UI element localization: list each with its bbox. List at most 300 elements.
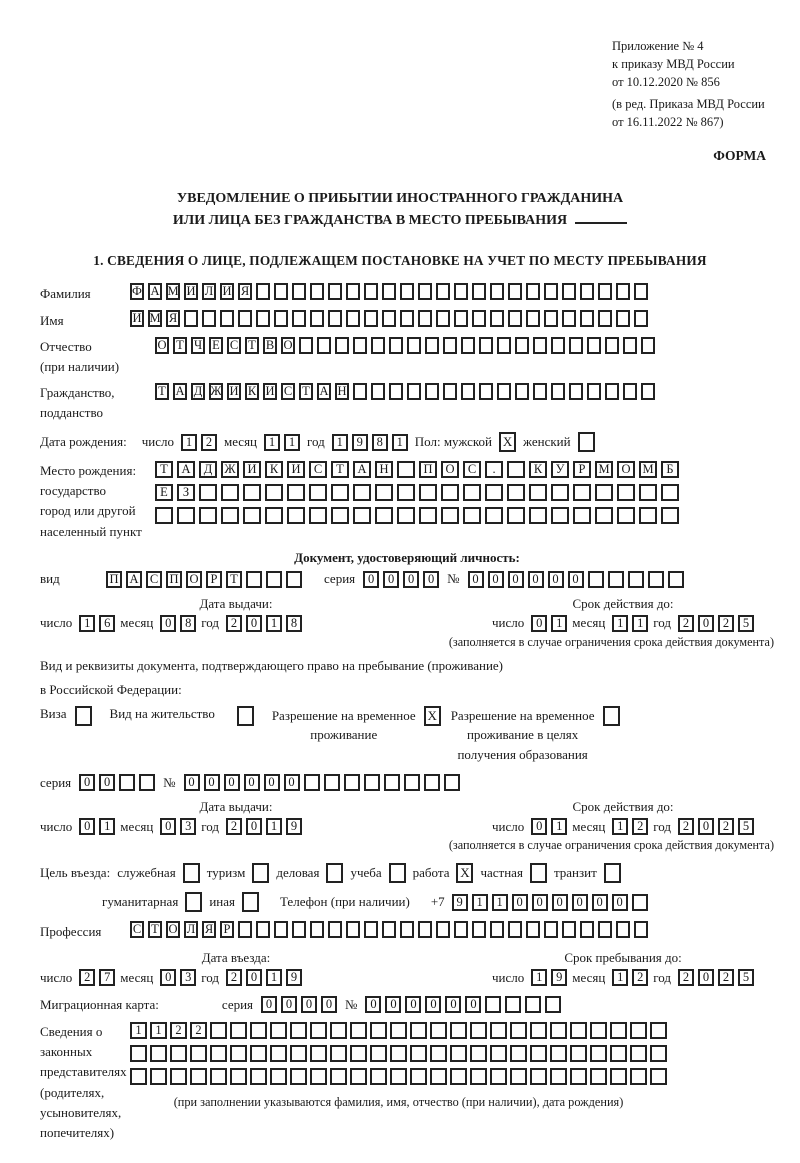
char-cell[interactable]: [508, 283, 522, 300]
char-cell[interactable]: [490, 310, 504, 327]
char-cell[interactable]: [497, 337, 511, 354]
char-cell[interactable]: [330, 1045, 347, 1062]
char-cell[interactable]: И: [130, 310, 144, 327]
char-cell[interactable]: Я: [238, 283, 252, 300]
char-cell[interactable]: 0: [281, 996, 297, 1013]
char-cell[interactable]: [274, 310, 288, 327]
char-cell[interactable]: [472, 921, 486, 938]
char-cell[interactable]: 0: [321, 996, 337, 1013]
char-cell[interactable]: [454, 921, 468, 938]
char-cell[interactable]: Т: [226, 571, 242, 588]
char-cell[interactable]: И: [243, 461, 261, 478]
char-cell[interactable]: [256, 921, 270, 938]
char-cell[interactable]: 1: [266, 818, 282, 835]
char-cell[interactable]: [634, 310, 648, 327]
char-cell[interactable]: 0: [552, 894, 568, 911]
char-cell[interactable]: [454, 310, 468, 327]
char-cell[interactable]: [425, 383, 439, 400]
char-cell[interactable]: П: [106, 571, 122, 588]
char-cell[interactable]: С: [227, 337, 241, 354]
char-cell[interactable]: Р: [206, 571, 222, 588]
char-cell[interactable]: [210, 1068, 227, 1085]
char-cell[interactable]: 0: [612, 894, 628, 911]
char-cell[interactable]: И: [184, 283, 198, 300]
char-cell[interactable]: [570, 1045, 587, 1062]
char-cell[interactable]: О: [186, 571, 202, 588]
char-cell[interactable]: Л: [184, 921, 198, 938]
char-cell[interactable]: Р: [220, 921, 234, 938]
char-cell[interactable]: Ж: [221, 461, 239, 478]
purpose-transit-checkbox[interactable]: [604, 863, 621, 883]
char-cell[interactable]: 0: [531, 818, 547, 835]
char-cell[interactable]: [450, 1022, 467, 1039]
char-cell[interactable]: [450, 1045, 467, 1062]
char-cell[interactable]: [526, 921, 540, 938]
purpose-other-checkbox[interactable]: [242, 892, 259, 912]
char-cell[interactable]: 0: [532, 894, 548, 911]
char-cell[interactable]: 9: [352, 434, 368, 451]
char-cell[interactable]: [221, 507, 239, 524]
char-cell[interactable]: 2: [718, 615, 734, 632]
char-cell[interactable]: О: [441, 461, 459, 478]
char-cell[interactable]: [443, 337, 457, 354]
char-cell[interactable]: [551, 484, 569, 501]
char-cell[interactable]: М: [149, 310, 161, 325]
char-cell[interactable]: [310, 921, 324, 938]
char-cell[interactable]: Т: [155, 461, 173, 478]
residence-permit-checkbox[interactable]: [237, 706, 254, 726]
char-cell[interactable]: [454, 283, 468, 300]
char-cell[interactable]: 0: [365, 996, 381, 1013]
char-cell[interactable]: [573, 484, 591, 501]
char-cell[interactable]: [569, 383, 583, 400]
char-cell[interactable]: [199, 484, 217, 501]
char-cell[interactable]: 0: [468, 571, 484, 588]
char-cell[interactable]: [199, 507, 217, 524]
char-cell[interactable]: А: [317, 383, 331, 400]
purpose-business-checkbox[interactable]: [326, 863, 343, 883]
char-cell[interactable]: [632, 894, 648, 911]
char-cell[interactable]: Т: [331, 461, 349, 478]
char-cell[interactable]: Н: [335, 383, 349, 400]
char-cell[interactable]: И: [227, 383, 241, 400]
char-cell[interactable]: [190, 1045, 207, 1062]
char-cell[interactable]: [580, 283, 594, 300]
char-cell[interactable]: [419, 507, 437, 524]
char-cell[interactable]: В: [263, 337, 277, 354]
char-cell[interactable]: 5: [738, 615, 754, 632]
char-cell[interactable]: У: [551, 461, 569, 478]
char-cell[interactable]: [353, 383, 367, 400]
char-cell[interactable]: [330, 1068, 347, 1085]
char-cell[interactable]: П: [166, 571, 182, 588]
char-cell[interactable]: [590, 1068, 607, 1085]
char-cell[interactable]: 1: [150, 1022, 167, 1039]
char-cell[interactable]: [170, 1045, 187, 1062]
char-cell[interactable]: [634, 283, 648, 300]
char-cell[interactable]: 0: [572, 894, 588, 911]
char-cell[interactable]: [382, 921, 396, 938]
char-cell[interactable]: [490, 921, 504, 938]
char-cell[interactable]: С: [463, 461, 481, 478]
char-cell[interactable]: [364, 921, 378, 938]
char-cell[interactable]: [310, 1045, 327, 1062]
char-cell[interactable]: [550, 1068, 567, 1085]
char-cell[interactable]: [533, 337, 547, 354]
char-cell[interactable]: 0: [246, 969, 262, 986]
char-cell[interactable]: [364, 774, 380, 791]
char-cell[interactable]: [470, 1068, 487, 1085]
char-cell[interactable]: [287, 484, 305, 501]
char-cell[interactable]: 1: [99, 818, 115, 835]
char-cell[interactable]: 1: [492, 894, 508, 911]
char-cell[interactable]: [530, 1068, 547, 1085]
char-cell[interactable]: [346, 921, 360, 938]
char-cell[interactable]: [404, 774, 420, 791]
char-cell[interactable]: [407, 383, 421, 400]
char-cell[interactable]: 0: [465, 996, 481, 1013]
char-cell[interactable]: [510, 1022, 527, 1039]
char-cell[interactable]: [292, 283, 306, 300]
char-cell[interactable]: 2: [718, 969, 734, 986]
purpose-tourism-checkbox[interactable]: [252, 863, 269, 883]
char-cell[interactable]: [526, 310, 540, 327]
char-cell[interactable]: [230, 1022, 247, 1039]
char-cell[interactable]: [507, 484, 525, 501]
char-cell[interactable]: [310, 283, 324, 300]
char-cell[interactable]: [400, 283, 414, 300]
char-cell[interactable]: [551, 507, 569, 524]
char-cell[interactable]: [370, 1068, 387, 1085]
char-cell[interactable]: 0: [512, 894, 528, 911]
char-cell[interactable]: [590, 1045, 607, 1062]
char-cell[interactable]: [370, 1045, 387, 1062]
char-cell[interactable]: И: [220, 283, 234, 300]
char-cell[interactable]: [375, 507, 393, 524]
char-cell[interactable]: [533, 383, 547, 400]
char-cell[interactable]: 1: [551, 818, 567, 835]
char-cell[interactable]: [364, 283, 378, 300]
char-cell[interactable]: 0: [445, 996, 461, 1013]
char-cell[interactable]: [639, 507, 657, 524]
char-cell[interactable]: [463, 507, 481, 524]
char-cell[interactable]: [202, 310, 216, 327]
char-cell[interactable]: О: [155, 337, 169, 354]
char-cell[interactable]: [292, 310, 306, 327]
char-cell[interactable]: Е: [209, 337, 223, 354]
char-cell[interactable]: 0: [160, 969, 176, 986]
char-cell[interactable]: [580, 921, 594, 938]
char-cell[interactable]: 1: [264, 434, 280, 451]
char-cell[interactable]: [650, 1022, 667, 1039]
char-cell[interactable]: [190, 1068, 207, 1085]
char-cell[interactable]: 0: [301, 996, 317, 1013]
char-cell[interactable]: [630, 1045, 647, 1062]
char-cell[interactable]: [550, 1045, 567, 1062]
char-cell[interactable]: [444, 774, 460, 791]
char-cell[interactable]: 1: [284, 434, 300, 451]
char-cell[interactable]: [390, 1022, 407, 1039]
char-cell[interactable]: [375, 484, 393, 501]
char-cell[interactable]: М: [639, 461, 657, 478]
char-cell[interactable]: [184, 310, 198, 327]
char-cell[interactable]: [485, 484, 503, 501]
char-cell[interactable]: [221, 484, 239, 501]
char-cell[interactable]: [400, 921, 414, 938]
purpose-private-checkbox[interactable]: [530, 863, 547, 883]
char-cell[interactable]: [371, 337, 385, 354]
char-cell[interactable]: [410, 1068, 427, 1085]
char-cell[interactable]: [384, 774, 400, 791]
char-cell[interactable]: Т: [245, 337, 259, 354]
char-cell[interactable]: 1: [266, 969, 282, 986]
char-cell[interactable]: [472, 283, 486, 300]
char-cell[interactable]: [397, 484, 415, 501]
char-cell[interactable]: [270, 1045, 287, 1062]
char-cell[interactable]: Т: [299, 383, 313, 400]
char-cell[interactable]: [485, 507, 503, 524]
char-cell[interactable]: [353, 337, 367, 354]
char-cell[interactable]: [310, 1022, 327, 1039]
char-cell[interactable]: [515, 337, 529, 354]
char-cell[interactable]: [529, 484, 547, 501]
purpose-official-checkbox[interactable]: [183, 863, 200, 883]
char-cell[interactable]: 0: [403, 571, 419, 588]
char-cell[interactable]: 0: [99, 774, 115, 791]
char-cell[interactable]: 2: [201, 434, 217, 451]
char-cell[interactable]: [443, 383, 457, 400]
char-cell[interactable]: [650, 1068, 667, 1085]
char-cell[interactable]: [346, 283, 360, 300]
char-cell[interactable]: 9: [286, 969, 302, 986]
char-cell[interactable]: [550, 1022, 567, 1039]
char-cell[interactable]: 0: [385, 996, 401, 1013]
char-cell[interactable]: [400, 310, 414, 327]
char-cell[interactable]: [299, 337, 313, 354]
char-cell[interactable]: [210, 1022, 227, 1039]
char-cell[interactable]: О: [617, 461, 635, 478]
char-cell[interactable]: [330, 1022, 347, 1039]
char-cell[interactable]: 0: [698, 615, 714, 632]
char-cell[interactable]: Т: [173, 337, 187, 354]
char-cell[interactable]: [331, 484, 349, 501]
purpose-study-checkbox[interactable]: [389, 863, 406, 883]
char-cell[interactable]: К: [265, 461, 283, 478]
char-cell[interactable]: [508, 310, 522, 327]
char-cell[interactable]: [317, 337, 331, 354]
char-cell[interactable]: [397, 507, 415, 524]
char-cell[interactable]: 1: [612, 818, 628, 835]
char-cell[interactable]: [623, 337, 637, 354]
char-cell[interactable]: 1: [266, 615, 282, 632]
char-cell[interactable]: 2: [79, 969, 95, 986]
char-cell[interactable]: А: [177, 461, 195, 478]
char-cell[interactable]: [623, 383, 637, 400]
char-cell[interactable]: 1: [332, 434, 348, 451]
char-cell[interactable]: 5: [738, 969, 754, 986]
char-cell[interactable]: 0: [568, 571, 584, 588]
char-cell[interactable]: [130, 1045, 147, 1062]
sex-female-checkbox[interactable]: [578, 432, 595, 452]
char-cell[interactable]: [290, 1045, 307, 1062]
char-cell[interactable]: [507, 461, 525, 478]
char-cell[interactable]: 3: [180, 818, 196, 835]
char-cell[interactable]: .: [485, 461, 503, 478]
char-cell[interactable]: [630, 1068, 647, 1085]
char-cell[interactable]: [370, 1022, 387, 1039]
char-cell[interactable]: [230, 1045, 247, 1062]
char-cell[interactable]: [570, 1068, 587, 1085]
char-cell[interactable]: 0: [261, 996, 277, 1013]
char-cell[interactable]: [270, 1022, 287, 1039]
char-cell[interactable]: 1: [392, 434, 408, 451]
char-cell[interactable]: И: [287, 461, 305, 478]
char-cell[interactable]: [485, 996, 501, 1013]
char-cell[interactable]: 0: [160, 615, 176, 632]
char-cell[interactable]: [661, 484, 679, 501]
char-cell[interactable]: [610, 1068, 627, 1085]
char-cell[interactable]: [648, 571, 664, 588]
char-cell[interactable]: 0: [246, 818, 262, 835]
char-cell[interactable]: 1: [612, 969, 628, 986]
char-cell[interactable]: [238, 310, 252, 327]
char-cell[interactable]: 0: [224, 774, 240, 791]
char-cell[interactable]: Ч: [191, 337, 205, 354]
char-cell[interactable]: 0: [405, 996, 421, 1013]
char-cell[interactable]: 2: [170, 1022, 187, 1039]
char-cell[interactable]: [270, 1068, 287, 1085]
char-cell[interactable]: [286, 571, 302, 588]
char-cell[interactable]: [256, 310, 270, 327]
char-cell[interactable]: [441, 507, 459, 524]
char-cell[interactable]: [562, 283, 576, 300]
char-cell[interactable]: Л: [202, 283, 216, 300]
char-cell[interactable]: 8: [372, 434, 388, 451]
temp-residence-edu-checkbox[interactable]: [603, 706, 620, 726]
char-cell[interactable]: [668, 571, 684, 588]
char-cell[interactable]: [389, 337, 403, 354]
char-cell[interactable]: 2: [632, 818, 648, 835]
char-cell[interactable]: [309, 507, 327, 524]
char-cell[interactable]: [562, 310, 576, 327]
char-cell[interactable]: [450, 1068, 467, 1085]
char-cell[interactable]: 0: [531, 615, 547, 632]
char-cell[interactable]: К: [245, 383, 259, 400]
char-cell[interactable]: З: [177, 484, 195, 501]
char-cell[interactable]: [530, 1022, 547, 1039]
char-cell[interactable]: 0: [423, 571, 439, 588]
char-cell[interactable]: 2: [632, 969, 648, 986]
char-cell[interactable]: [544, 310, 558, 327]
char-cell[interactable]: [526, 283, 540, 300]
char-cell[interactable]: [238, 921, 252, 938]
char-cell[interactable]: [430, 1022, 447, 1039]
char-cell[interactable]: [246, 571, 262, 588]
char-cell[interactable]: 1: [79, 615, 95, 632]
char-cell[interactable]: [309, 484, 327, 501]
char-cell[interactable]: [598, 283, 612, 300]
char-cell[interactable]: [551, 383, 565, 400]
char-cell[interactable]: 2: [226, 615, 242, 632]
char-cell[interactable]: 0: [160, 818, 176, 835]
char-cell[interactable]: [410, 1045, 427, 1062]
char-cell[interactable]: [650, 1045, 667, 1062]
char-cell[interactable]: [287, 507, 305, 524]
char-cell[interactable]: [390, 1045, 407, 1062]
char-cell[interactable]: [530, 1045, 547, 1062]
char-cell[interactable]: [580, 310, 594, 327]
char-cell[interactable]: [418, 310, 432, 327]
char-cell[interactable]: 2: [678, 615, 694, 632]
char-cell[interactable]: 0: [528, 571, 544, 588]
char-cell[interactable]: [265, 507, 283, 524]
char-cell[interactable]: [331, 507, 349, 524]
char-cell[interactable]: [344, 774, 360, 791]
char-cell[interactable]: [292, 921, 306, 938]
char-cell[interactable]: [328, 283, 342, 300]
char-cell[interactable]: [616, 921, 630, 938]
char-cell[interactable]: Д: [191, 383, 205, 400]
char-cell[interactable]: 0: [592, 894, 608, 911]
char-cell[interactable]: С: [281, 383, 295, 400]
char-cell[interactable]: Н: [375, 461, 393, 478]
temp-residence-checkbox[interactable]: X: [424, 706, 441, 726]
char-cell[interactable]: [490, 1045, 507, 1062]
char-cell[interactable]: 2: [718, 818, 734, 835]
char-cell[interactable]: [389, 383, 403, 400]
char-cell[interactable]: 5: [738, 818, 754, 835]
char-cell[interactable]: А: [353, 461, 371, 478]
char-cell[interactable]: 1: [632, 615, 648, 632]
char-cell[interactable]: 0: [425, 996, 441, 1013]
char-cell[interactable]: [304, 774, 320, 791]
char-cell[interactable]: [250, 1068, 267, 1085]
char-cell[interactable]: [461, 383, 475, 400]
char-cell[interactable]: [410, 1022, 427, 1039]
char-cell[interactable]: 0: [184, 774, 200, 791]
char-cell[interactable]: 9: [551, 969, 567, 986]
char-cell[interactable]: Е: [155, 484, 173, 501]
char-cell[interactable]: [628, 571, 644, 588]
char-cell[interactable]: [210, 1045, 227, 1062]
char-cell[interactable]: [610, 1045, 627, 1062]
char-cell[interactable]: 9: [452, 894, 468, 911]
char-cell[interactable]: [250, 1045, 267, 1062]
char-cell[interactable]: [598, 310, 612, 327]
char-cell[interactable]: 0: [508, 571, 524, 588]
char-cell[interactable]: Р: [573, 461, 591, 478]
char-cell[interactable]: [639, 484, 657, 501]
char-cell[interactable]: [479, 337, 493, 354]
char-cell[interactable]: [324, 774, 340, 791]
char-cell[interactable]: 1: [472, 894, 488, 911]
char-cell[interactable]: [470, 1022, 487, 1039]
char-cell[interactable]: М: [595, 461, 613, 478]
char-cell[interactable]: [569, 337, 583, 354]
char-cell[interactable]: [310, 310, 324, 327]
char-cell[interactable]: [608, 571, 624, 588]
char-cell[interactable]: [490, 1068, 507, 1085]
char-cell[interactable]: 3: [180, 969, 196, 986]
purpose-work-checkbox[interactable]: X: [456, 863, 473, 883]
char-cell[interactable]: [508, 921, 522, 938]
char-cell[interactable]: [419, 484, 437, 501]
char-cell[interactable]: С: [130, 921, 144, 938]
char-cell[interactable]: [525, 996, 541, 1013]
char-cell[interactable]: [274, 283, 288, 300]
char-cell[interactable]: [243, 507, 261, 524]
char-cell[interactable]: 2: [226, 818, 242, 835]
